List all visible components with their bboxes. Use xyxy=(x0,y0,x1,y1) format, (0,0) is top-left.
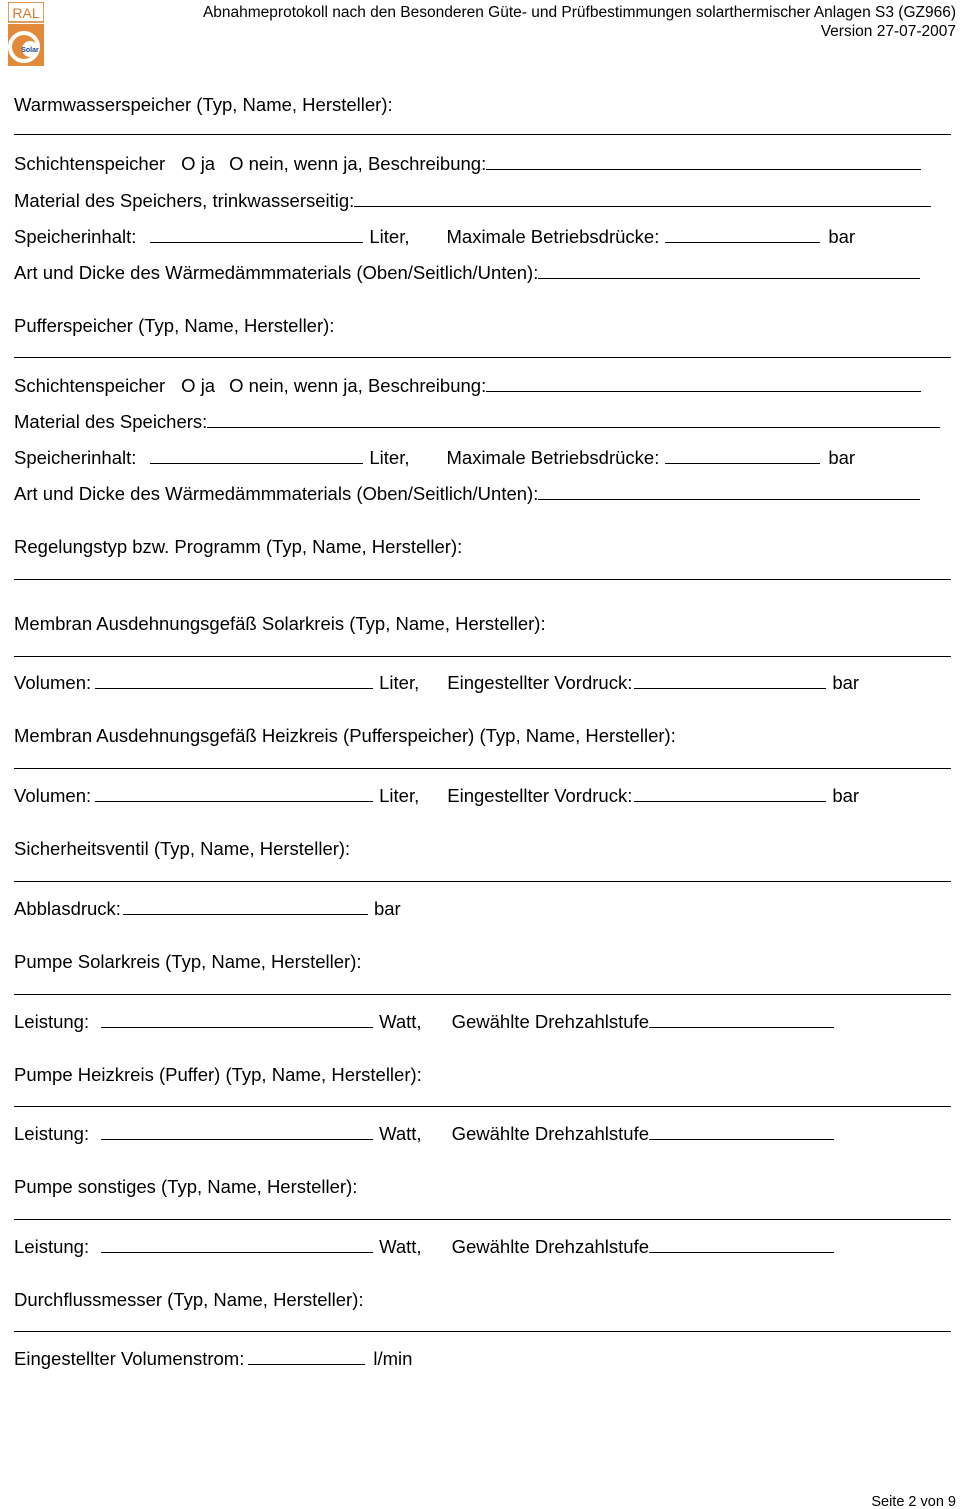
label: Liter, xyxy=(379,672,420,693)
p-sonst-name-field[interactable] xyxy=(14,1219,951,1220)
regel-title: Regelungstyp bzw. Programm (Typ, Name, Hersteller): xyxy=(14,536,463,557)
label: Liter, xyxy=(369,447,410,468)
label: Eingestellter Vordruck: xyxy=(447,672,633,693)
p-solar-leistung-field[interactable] xyxy=(101,1010,373,1028)
p-sonst-leistung-row xyxy=(14,1235,834,1257)
ww-schicht-row xyxy=(14,152,921,174)
label: Eingestellter Volumenstrom: xyxy=(14,1348,245,1369)
label: bar xyxy=(373,898,401,919)
label: Eingestellter Vordruck: xyxy=(447,785,633,806)
header xyxy=(203,3,956,41)
sv-abblas-row xyxy=(14,897,401,919)
label: Leistung: xyxy=(14,1011,90,1032)
p-solar-name-field[interactable] xyxy=(14,994,951,995)
p-sonst-stufe-field[interactable] xyxy=(649,1235,834,1253)
label: Maximale Betriebsdrücke: xyxy=(446,447,660,468)
ral-solar-logo xyxy=(8,2,44,66)
mag-heiz-vordruck-field[interactable] xyxy=(634,784,826,802)
label: Art und Dicke des Wärmedämmmaterials (Oben/Seitlich/Unten): xyxy=(14,483,539,504)
puffer-inhalt-row xyxy=(14,446,855,468)
label: Volumen: xyxy=(14,672,92,693)
label: Watt, xyxy=(379,1123,422,1144)
puffer-name-field[interactable] xyxy=(14,357,951,358)
ww-ja-option[interactable]: O ja xyxy=(181,153,216,174)
puffer-beschreibung-field[interactable] xyxy=(486,374,921,392)
puffer-daemm-field[interactable] xyxy=(538,482,920,500)
label: bar xyxy=(832,785,860,806)
ww-nein-option[interactable]: O nein, wenn ja, Beschreibung: xyxy=(229,153,487,174)
ww-daemm-row xyxy=(14,261,920,283)
label: Volumen: xyxy=(14,785,92,806)
mag-solar-volumen-field[interactable] xyxy=(95,671,373,689)
puffer-inhalt-field[interactable] xyxy=(150,446,363,464)
ww-inhalt-row xyxy=(14,225,855,247)
label: Leistung: xyxy=(14,1123,90,1144)
ww-title: Warmwasserspeicher (Typ, Name, Hersteller): xyxy=(14,94,393,115)
ww-druck-field[interactable] xyxy=(665,225,820,243)
svg-text:RAL: RAL xyxy=(12,5,40,21)
puffer-title: Pufferspeicher (Typ, Name, Hersteller): xyxy=(14,315,335,336)
sv-title: Sicherheitsventil (Typ, Name, Hersteller): xyxy=(14,838,351,859)
label: Leistung: xyxy=(14,1236,90,1257)
label: Speicherinhalt: xyxy=(14,447,137,468)
label: l/min xyxy=(373,1348,413,1369)
puffer-material-field[interactable] xyxy=(207,410,940,428)
label: Speicherinhalt: xyxy=(14,226,137,247)
mag-heiz-volumen-row xyxy=(14,784,859,806)
sv-name-field[interactable] xyxy=(14,881,951,882)
p-solar-leistung-row xyxy=(14,1010,834,1032)
puffer-nein-option[interactable]: O nein, wenn ja, Beschreibung: xyxy=(229,375,487,396)
p-sonst-title: Pumpe sonstiges (Typ, Name, Hersteller): xyxy=(14,1176,358,1197)
ww-beschreibung-field[interactable] xyxy=(486,152,921,170)
p-heiz-leistung-row xyxy=(14,1122,834,1144)
durch-strom-row xyxy=(14,1347,412,1369)
sv-abblas-field[interactable] xyxy=(123,897,368,915)
p-heiz-title: Pumpe Heizkreis (Puffer) (Typ, Name, Hersteller): xyxy=(14,1064,422,1085)
ww-daemm-field[interactable] xyxy=(538,261,920,279)
durch-name-field[interactable] xyxy=(14,1331,951,1332)
mag-solar-vordruck-field[interactable] xyxy=(634,671,826,689)
mag-heiz-name-field[interactable] xyxy=(14,768,951,769)
p-solar-title: Pumpe Solarkreis (Typ, Name, Hersteller): xyxy=(14,951,362,972)
svg-text:Solar: Solar xyxy=(21,47,39,54)
mag-solar-name-field[interactable] xyxy=(14,656,951,657)
puffer-material-row xyxy=(14,410,940,432)
p-heiz-leistung-field[interactable] xyxy=(101,1122,373,1140)
label: Material des Speichers, trinkwasserseitig: xyxy=(14,190,355,211)
mag-heiz-volumen-field[interactable] xyxy=(95,784,373,802)
label: Liter, xyxy=(379,785,420,806)
p-heiz-stufe-field[interactable] xyxy=(649,1122,834,1140)
header-version: Version 27-07-2007 xyxy=(820,23,956,40)
p-sonst-leistung-field[interactable] xyxy=(101,1235,373,1253)
mag-solar-volumen-row xyxy=(14,671,859,693)
ww-inhalt-field[interactable] xyxy=(150,225,363,243)
regel-name-field[interactable] xyxy=(14,579,951,580)
label: Watt, xyxy=(379,1011,422,1032)
durch-title: Durchflussmesser (Typ, Name, Hersteller): xyxy=(14,1289,364,1310)
ww-material-row xyxy=(14,189,931,211)
puffer-schicht-row xyxy=(14,374,921,396)
durch-strom-field[interactable] xyxy=(248,1347,365,1365)
mag-heiz-title: Membran Ausdehnungsgefäß Heizkreis (Pufferspeicher) (Typ, Name, Hersteller): xyxy=(14,725,676,746)
ww-name-field[interactable] xyxy=(14,134,951,135)
ww-material-field[interactable] xyxy=(354,189,931,207)
header-title: Abnahmeprotokoll nach den Besonderen Güte- und Prüfbestimmungen solarthermischer Anlagen S3 (GZ966) xyxy=(202,4,956,21)
puffer-daemm-row xyxy=(14,482,920,504)
label: Abblasdruck: xyxy=(14,898,121,919)
label: Art und Dicke des Wärmedämmmaterials (Oben/Seitlich/Unten): xyxy=(14,262,539,283)
puffer-ja-option[interactable]: O ja xyxy=(181,375,216,396)
label: Gewählte Drehzahlstufe xyxy=(451,1123,650,1144)
label: bar xyxy=(828,226,856,247)
label: Schichtenspeicher xyxy=(14,375,166,396)
label: Gewählte Drehzahlstufe xyxy=(451,1011,650,1032)
label: Liter, xyxy=(369,226,410,247)
page-number: Seite 2 von 9 xyxy=(871,1494,956,1509)
label: Schichtenspeicher xyxy=(14,153,166,174)
label: Maximale Betriebsdrücke: xyxy=(446,226,660,247)
label: Material des Speichers: xyxy=(14,411,208,432)
label: bar xyxy=(832,672,860,693)
p-heiz-name-field[interactable] xyxy=(14,1106,951,1107)
label: Gewählte Drehzahlstufe xyxy=(451,1236,650,1257)
label: bar xyxy=(828,447,856,468)
puffer-druck-field[interactable] xyxy=(665,446,820,464)
p-solar-stufe-field[interactable] xyxy=(649,1010,834,1028)
label: Watt, xyxy=(379,1236,422,1257)
mag-solar-title: Membran Ausdehnungsgefäß Solarkreis (Typ, Name, Hersteller): xyxy=(14,613,546,634)
